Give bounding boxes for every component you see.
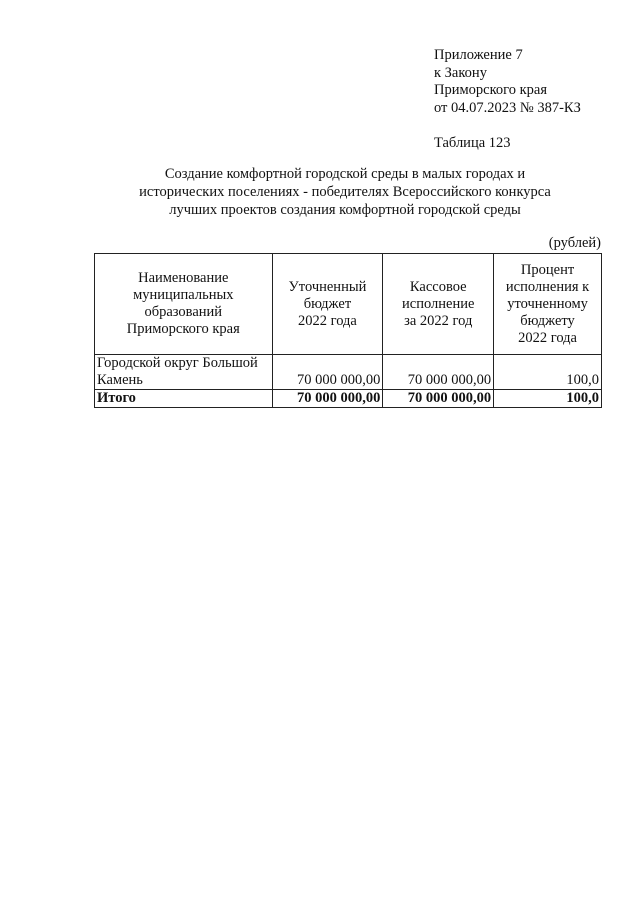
header-text: уточненному: [507, 295, 588, 312]
document-title: [100, 165, 590, 219]
header-text: Наименование: [138, 270, 229, 286]
header-budget: [272, 254, 383, 355]
budget-table: [94, 253, 602, 408]
header-text: Кассовое: [409, 278, 467, 295]
header-text: исполнения к: [505, 278, 590, 295]
header-text: бюджет: [303, 295, 352, 312]
table-total-row: [95, 390, 602, 408]
cell-text: Камень: [97, 372, 143, 388]
title-line: лучших проектов создания комфортной городской среды: [169, 202, 521, 218]
header-name: [95, 254, 273, 355]
table-number: Таблица 123: [434, 135, 511, 151]
header-text: 2022 года: [518, 329, 577, 346]
appendix-line: Приложение 7: [434, 47, 523, 63]
units-label: (рублей): [548, 235, 601, 251]
header-cash: [383, 254, 494, 355]
cell-cash: 70 000 000,00: [383, 355, 494, 390]
title-line: исторических поселениях - победителях Всероссийского конкурса: [139, 184, 551, 200]
cell-percent: 100,0: [494, 355, 602, 390]
appendix-line: Приморского края: [434, 82, 548, 98]
appendix-law-reference: от 04.07.2023 № 387-КЗ: [434, 99, 581, 116]
table-header-row: [95, 254, 602, 355]
total-label: Итого: [95, 390, 273, 408]
header-percent: [494, 254, 602, 355]
header-text: за 2022 год: [404, 312, 473, 329]
total-cash: 70 000 000,00: [383, 390, 494, 408]
header-text: 2022 года: [298, 312, 357, 329]
header-text: Уточненный: [288, 278, 367, 295]
cell-budget: 70 000 000,00: [272, 355, 383, 390]
total-budget: 70 000 000,00: [272, 390, 383, 408]
total-percent: 100,0: [494, 390, 602, 408]
header-text: муниципальных: [133, 287, 234, 303]
title-line: Создание комфортной городской среды в малых городах и: [164, 166, 526, 182]
header-text: образований: [144, 304, 223, 320]
table-row: [95, 355, 602, 390]
header-text: Приморского края: [126, 321, 240, 337]
header-text: исполнение: [402, 295, 475, 312]
appendix-header: [434, 47, 581, 117]
cell-municipality: [95, 355, 273, 390]
appendix-line: к Закону: [434, 64, 487, 81]
header-text: Процент: [520, 261, 575, 278]
cell-text: Городской округ Большой: [97, 355, 258, 371]
header-text: бюджету: [520, 312, 575, 329]
